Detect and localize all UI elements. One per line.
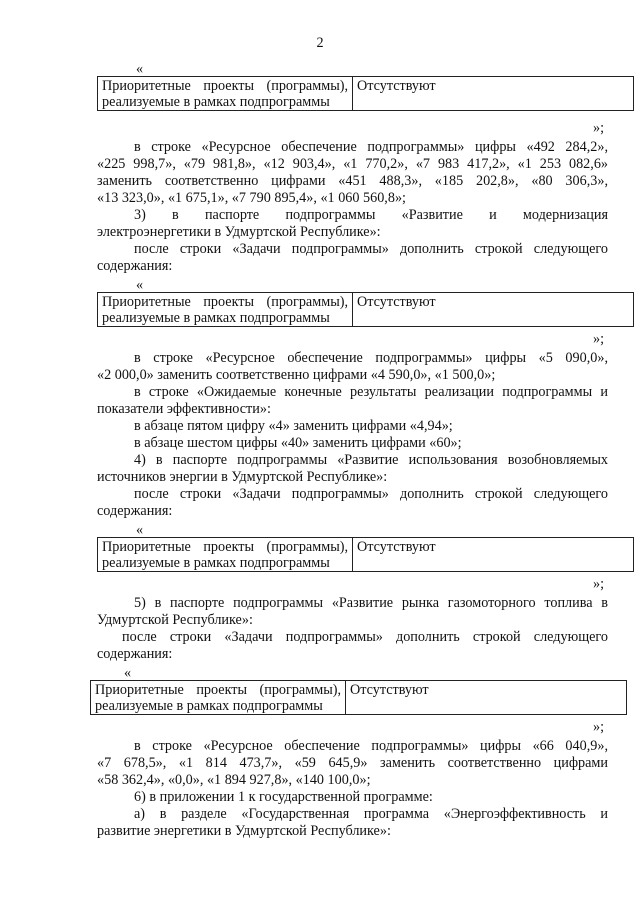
priority-projects-table <box>97 292 634 327</box>
table-cell-value: Отсутствуют <box>353 77 634 111</box>
open-quote: « <box>136 522 144 538</box>
paragraph-line: 4) в паспорте подпрограммы «Развитие использования возобновляемых <box>134 452 608 468</box>
paragraph-line: в абзаце пятом цифру «4» заменить цифрами «4,94»; <box>134 418 453 434</box>
open-quote: « <box>124 665 132 681</box>
table-cell-value: Отсутствуют <box>346 681 627 715</box>
paragraph-line: в строке «Ожидаемые конечные результаты реализации подпрограммы и <box>134 384 608 400</box>
paragraph-line: электроэнергетики в Удмуртской Республике»: <box>97 224 381 240</box>
paragraph-line: Удмуртской Республике»: <box>97 612 253 628</box>
close-quote: »; <box>593 331 605 347</box>
cell-label-line: реализуемые в рамках подпрограммы <box>95 698 323 715</box>
paragraph-line: после строки «Задачи подпрограммы» дополнить строкой следующего <box>122 629 608 645</box>
paragraph-line: «58 362,4», «0,0», «1 894 927,8», «140 100,0»; <box>97 772 371 788</box>
paragraph-line: заменить соответственно цифрами «451 488,3», «185 202,8», «80 306,3», <box>97 173 608 189</box>
close-quote: »; <box>593 120 605 136</box>
cell-label-line: Приоритетные проекты (программы), <box>95 682 341 698</box>
paragraph-line: 3) в паспорте подпрограммы «Развитие и модернизация <box>134 207 608 223</box>
paragraph-line: «13 323,0», «1 675,1», «7 790 895,4», «1 060 560,8»; <box>97 190 406 206</box>
paragraph-line: в строке «Ресурсное обеспечение подпрограммы» цифры «492 284,2», <box>134 139 608 155</box>
table-row <box>98 77 634 111</box>
table-cell-value: Отсутствуют <box>353 538 634 572</box>
priority-projects-table <box>97 537 634 572</box>
paragraph-line: после строки «Задачи подпрограммы» дополнить строкой следующего <box>134 486 608 502</box>
table-cell-label <box>98 77 353 111</box>
table-cell-value: Отсутствуют <box>353 293 634 327</box>
paragraph-line: содержания: <box>97 503 173 519</box>
paragraph-line: «225 998,7», «79 981,8», «12 903,4», «1 770,2», «7 983 417,2», «1 253 082,6» <box>97 156 608 172</box>
paragraph-line: «2 000,0» заменить соответственно цифрами «4 590,0», «1 500,0»; <box>97 367 496 383</box>
cell-label-line: реализуемые в рамках подпрограммы <box>102 555 330 572</box>
table-cell-label <box>98 293 353 327</box>
table-row <box>91 681 627 715</box>
cell-label-line: Приоритетные проекты (программы), <box>102 294 348 310</box>
priority-projects-table <box>97 76 634 111</box>
open-quote: « <box>136 61 144 77</box>
cell-label-line: Приоритетные проекты (программы), <box>102 78 348 94</box>
paragraph-line: показатели эффективности»: <box>97 401 271 417</box>
paragraph-line: в строке «Ресурсное обеспечение подпрограммы» цифры «66 040,9», <box>134 738 608 754</box>
page-number: 2 <box>316 35 324 51</box>
open-quote: « <box>136 277 144 293</box>
table-cell-label <box>91 681 346 715</box>
paragraph-line: в абзаце шестом цифры «40» заменить цифрами «60»; <box>134 435 462 451</box>
paragraph-line: источников энергии в Удмуртской Республике»: <box>97 469 388 485</box>
paragraph-line: 5) в паспорте подпрограммы «Развитие рынка газомоторного топлива в <box>134 595 608 611</box>
close-quote: »; <box>593 719 605 735</box>
paragraph-line: «7 678,5», «1 814 473,7», «59 645,9» заменить соответственно цифрами <box>97 755 608 771</box>
close-quote: »; <box>593 576 605 592</box>
cell-label-line: Приоритетные проекты (программы), <box>102 539 348 555</box>
table-row <box>98 538 634 572</box>
table-row <box>98 293 634 327</box>
priority-projects-table <box>90 680 627 715</box>
paragraph-line: в строке «Ресурсное обеспечение подпрограммы» цифры «5 090,0», <box>134 350 608 366</box>
cell-label-line: реализуемые в рамках подпрограммы <box>102 310 330 327</box>
paragraph-line: развитие энергетики в Удмуртской Республике»: <box>97 823 391 839</box>
paragraph-line: содержания: <box>97 646 173 662</box>
cell-label-line: реализуемые в рамках подпрограммы <box>102 94 330 111</box>
paragraph-line: 6) в приложении 1 к государственной программе: <box>134 789 433 805</box>
paragraph-line: а) в разделе «Государственная программа «Энергоэффективность и <box>134 806 608 822</box>
paragraph-line: после строки «Задачи подпрограммы» дополнить строкой следующего <box>134 241 608 257</box>
paragraph-line: содержания: <box>97 258 173 274</box>
table-cell-label <box>98 538 353 572</box>
